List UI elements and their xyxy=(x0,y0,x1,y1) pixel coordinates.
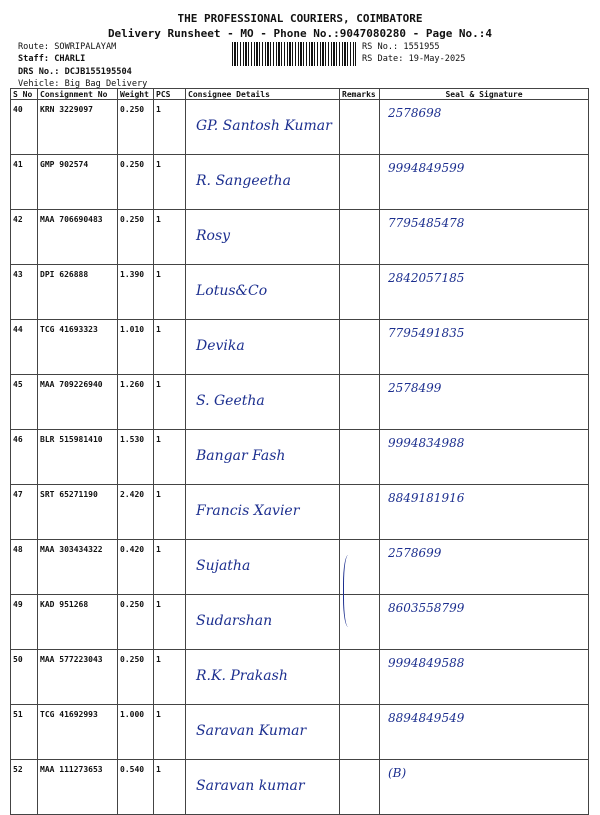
table-row xyxy=(11,100,589,155)
col-signature: Seal & Signature xyxy=(380,89,589,100)
pcs: 1 xyxy=(154,265,186,320)
table-row xyxy=(11,375,589,430)
col-consignment: Consignment No xyxy=(38,89,118,100)
vehicle-line: Vehicle: Big Bag Delivery xyxy=(18,78,148,89)
pcs: 1 xyxy=(154,100,186,155)
consignee-name: GP. Santosh Kumar xyxy=(186,100,340,155)
table-row xyxy=(11,540,589,595)
pcs: 1 xyxy=(154,540,186,595)
table-row xyxy=(11,430,589,485)
rs-date: RS Date: 19-May-2025 xyxy=(362,54,466,65)
route-info xyxy=(18,41,147,90)
consignment-no: TCG 41693323 xyxy=(38,320,118,375)
consignee-name: Sudarshan xyxy=(186,595,340,650)
remarks xyxy=(340,705,380,760)
remarks xyxy=(340,100,380,155)
pcs: 1 xyxy=(154,430,186,485)
consignment-no: BLR 515981410 xyxy=(38,430,118,485)
consignee-name: S. Geetha xyxy=(186,375,340,430)
signature: 7795485478 xyxy=(380,210,589,265)
signature: 9994849599 xyxy=(380,155,589,210)
table-header-row xyxy=(11,89,589,100)
pcs: 1 xyxy=(154,210,186,265)
pcs: 1 xyxy=(154,760,186,815)
remarks xyxy=(340,430,380,485)
sno: 50 xyxy=(11,650,38,705)
col-consignee: Consignee Details xyxy=(186,89,340,100)
consignment-no: KRN 3229097 xyxy=(38,100,118,155)
sno: 40 xyxy=(11,100,38,155)
sno: 51 xyxy=(11,705,38,760)
pcs: 1 xyxy=(154,650,186,705)
signature: 8849181916 xyxy=(380,485,589,540)
consignment-no: MAA 111273653 xyxy=(38,760,118,815)
sno: 43 xyxy=(11,265,38,320)
sno: 49 xyxy=(11,595,38,650)
signature: 2578699 xyxy=(380,540,589,595)
remarks xyxy=(340,265,380,320)
pcs: 1 xyxy=(154,155,186,210)
weight: 0.250 xyxy=(118,155,154,210)
consignee-name: Francis Xavier xyxy=(186,485,340,540)
weight: 1.000 xyxy=(118,705,154,760)
signature: (B) xyxy=(380,760,589,815)
consignee-name: R. Sangeetha xyxy=(186,155,340,210)
consignment-no: TCG 41692993 xyxy=(38,705,118,760)
consignee-name: R.K. Prakash xyxy=(186,650,340,705)
pcs: 1 xyxy=(154,320,186,375)
rs-number: RS No.: 1551955 xyxy=(362,42,440,52)
drs-line: DRS No.: DCJB155195504 xyxy=(18,66,132,77)
consignee-name: Sujatha xyxy=(186,540,340,595)
table-row xyxy=(11,705,589,760)
consignment-no: MAA 706690483 xyxy=(38,210,118,265)
weight: 0.250 xyxy=(118,595,154,650)
route-line: Route: SOWRIPALAYAM xyxy=(18,42,117,52)
consignment-no: MAA 303434322 xyxy=(38,540,118,595)
table-row xyxy=(11,320,589,375)
pcs: 1 xyxy=(154,485,186,540)
consignee-name: Bangar Fash xyxy=(186,430,340,485)
consignment-no: SRT 65271190 xyxy=(38,485,118,540)
weight: 1.390 xyxy=(118,265,154,320)
table-row xyxy=(11,650,589,705)
remarks xyxy=(340,210,380,265)
weight: 1.260 xyxy=(118,375,154,430)
sno: 41 xyxy=(11,155,38,210)
remarks xyxy=(340,375,380,430)
weight: 0.420 xyxy=(118,540,154,595)
remarks xyxy=(340,320,380,375)
handwritten-bracket xyxy=(343,555,356,627)
remarks xyxy=(340,485,380,540)
consignment-no: MAA 709226940 xyxy=(38,375,118,430)
signature: 8603558799 xyxy=(380,595,589,650)
weight: 2.420 xyxy=(118,485,154,540)
weight: 0.250 xyxy=(118,210,154,265)
consignment-no: DPI 626888 xyxy=(38,265,118,320)
weight: 0.540 xyxy=(118,760,154,815)
sno: 44 xyxy=(11,320,38,375)
sno: 52 xyxy=(11,760,38,815)
col-sno: S No xyxy=(11,89,38,100)
table-row xyxy=(11,595,589,650)
table-row xyxy=(11,210,589,265)
remarks xyxy=(340,650,380,705)
staff-line: Staff: CHARLI xyxy=(18,54,86,65)
sno: 42 xyxy=(11,210,38,265)
signature: 7795491835 xyxy=(380,320,589,375)
signature: 9994834988 xyxy=(380,430,589,485)
table-row xyxy=(11,155,589,210)
weight: 0.250 xyxy=(118,100,154,155)
pcs: 1 xyxy=(154,375,186,430)
consignee-name: Devika xyxy=(186,320,340,375)
company-title: THE PROFESSIONAL COURIERS, COIMBATORE xyxy=(177,12,423,25)
weight: 0.250 xyxy=(118,650,154,705)
signature: 8894849549 xyxy=(380,705,589,760)
rs-info xyxy=(362,41,465,66)
table-row xyxy=(11,760,589,815)
runsheet-subtitle: Delivery Runsheet - MO - Phone No.:9047080280 - Page No.:4 xyxy=(107,27,493,40)
consignment-no: GMP 902574 xyxy=(38,155,118,210)
consignee-name: Lotus&Co xyxy=(186,265,340,320)
signature: 2578698 xyxy=(380,100,589,155)
signature: 2842057185 xyxy=(380,265,589,320)
consignee-name: Rosy xyxy=(186,210,340,265)
table-row xyxy=(11,265,589,320)
runsheet-table xyxy=(10,88,589,815)
weight: 1.010 xyxy=(118,320,154,375)
table-row xyxy=(11,485,589,540)
col-pcs: PCS xyxy=(154,89,186,100)
consignee-name: Saravan kumar xyxy=(186,760,340,815)
remarks xyxy=(340,155,380,210)
col-weight: Weight xyxy=(118,89,154,100)
remarks xyxy=(340,760,380,815)
pcs: 1 xyxy=(154,705,186,760)
sno: 48 xyxy=(11,540,38,595)
consignee-name: Saravan Kumar xyxy=(186,705,340,760)
signature: 9994849588 xyxy=(380,650,589,705)
sno: 46 xyxy=(11,430,38,485)
consignment-no: KAD 951268 xyxy=(38,595,118,650)
sno: 47 xyxy=(11,485,38,540)
consignment-no: MAA 577223043 xyxy=(38,650,118,705)
col-remarks: Remarks xyxy=(340,89,380,100)
weight: 1.530 xyxy=(118,430,154,485)
pcs: 1 xyxy=(154,595,186,650)
sno: 45 xyxy=(11,375,38,430)
signature: 2578499 xyxy=(380,375,589,430)
barcode xyxy=(232,42,356,66)
